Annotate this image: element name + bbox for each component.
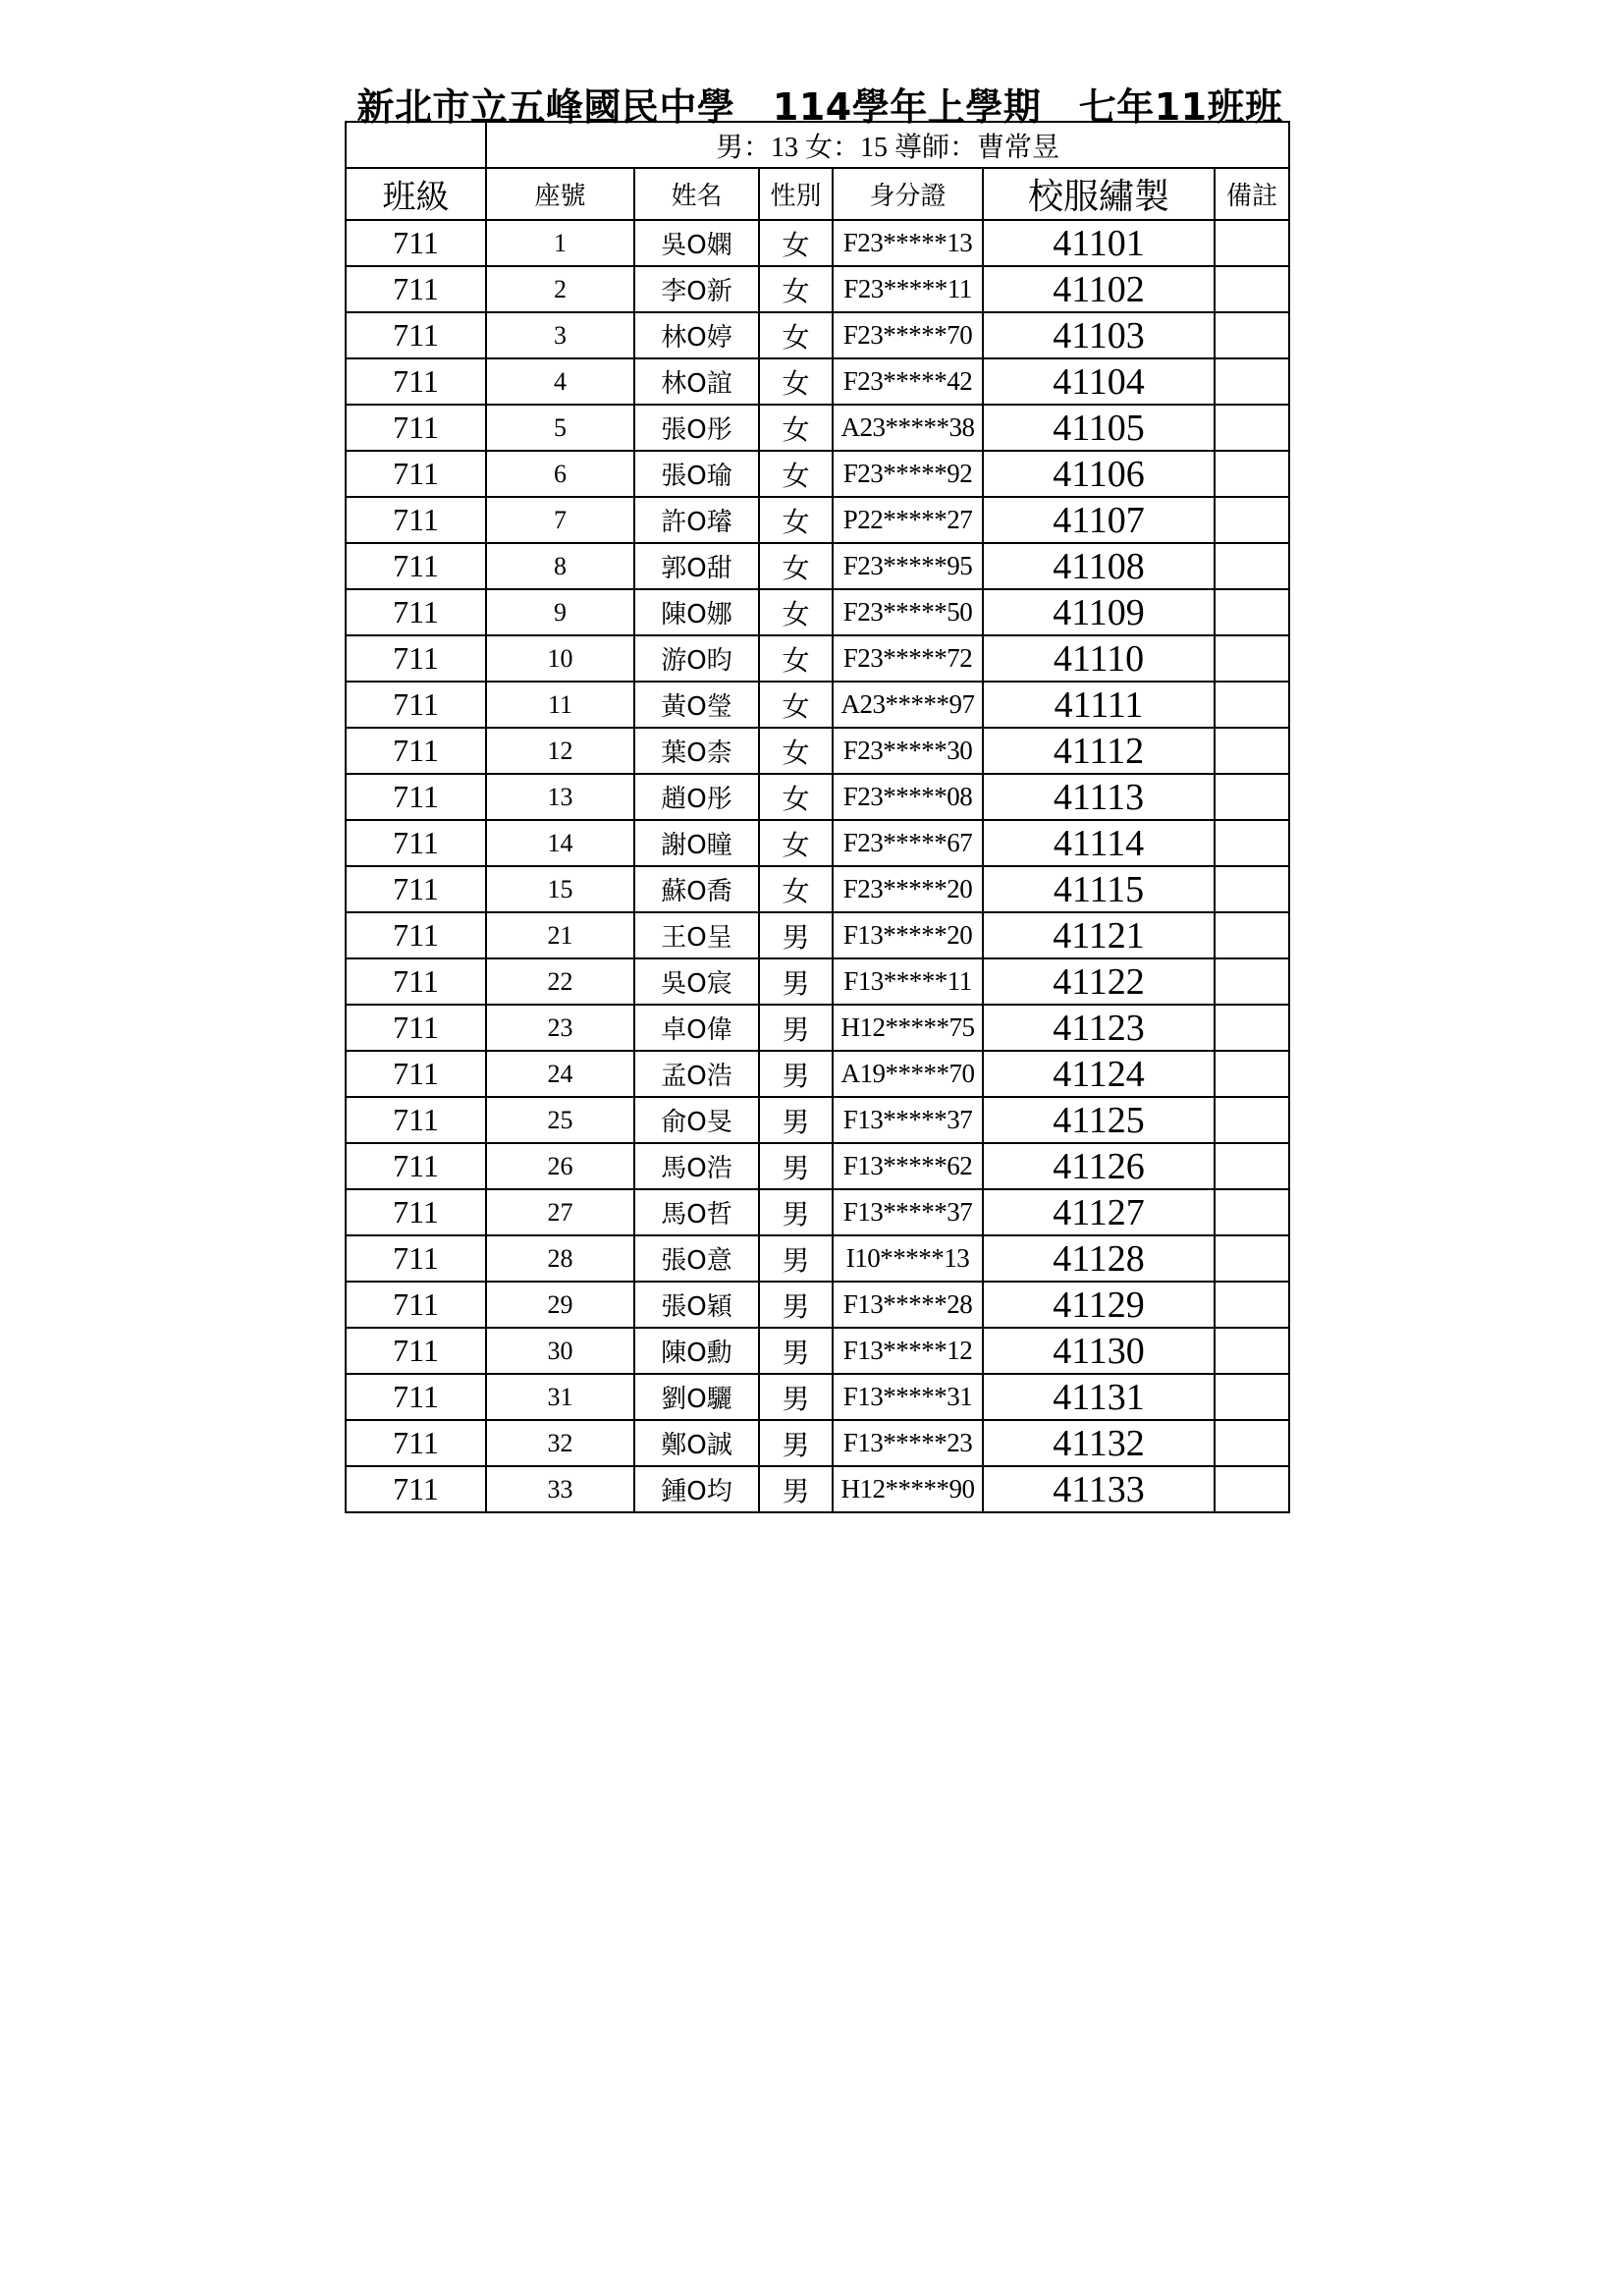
seat-cell: 9	[486, 589, 634, 635]
seat-cell: 22	[486, 958, 634, 1005]
name-cell: 王O呈	[634, 912, 759, 958]
gender-cell: 女	[759, 543, 833, 589]
id-cell: F13*****12	[833, 1328, 983, 1374]
table-row	[346, 1189, 1289, 1235]
seat-cell: 12	[486, 728, 634, 774]
name-cell: 許O璿	[634, 497, 759, 543]
class-cell: 711	[346, 1420, 486, 1466]
uniform-cell: 41126	[983, 1143, 1215, 1189]
info-blank-cell	[346, 122, 486, 168]
uniform-cell: 41111	[983, 682, 1215, 728]
uniform-cell: 41132	[983, 1420, 1215, 1466]
table-row	[346, 958, 1289, 1005]
table-row	[346, 312, 1289, 358]
class-cell: 711	[346, 358, 486, 405]
table-row	[346, 451, 1289, 497]
table-row	[346, 1005, 1289, 1051]
note-cell	[1215, 266, 1289, 312]
name-cell: 鍾O均	[634, 1466, 759, 1512]
note-cell	[1215, 1282, 1289, 1328]
class-cell: 711	[346, 312, 486, 358]
uniform-cell: 41107	[983, 497, 1215, 543]
gender-cell: 男	[759, 1282, 833, 1328]
seat-cell: 32	[486, 1420, 634, 1466]
class-cell: 711	[346, 543, 486, 589]
table-row	[346, 1374, 1289, 1420]
gender-cell: 女	[759, 866, 833, 912]
seat-cell: 26	[486, 1143, 634, 1189]
uniform-cell: 41103	[983, 312, 1215, 358]
seat-cell: 30	[486, 1328, 634, 1374]
note-cell	[1215, 1051, 1289, 1097]
table-row	[346, 1097, 1289, 1143]
table-row	[346, 635, 1289, 682]
gender-cell: 男	[759, 1466, 833, 1512]
class-cell: 711	[346, 1374, 486, 1420]
name-cell: 游O昀	[634, 635, 759, 682]
gender-cell: 女	[759, 451, 833, 497]
uniform-cell: 41101	[983, 220, 1215, 266]
name-cell: 鄭O誠	[634, 1420, 759, 1466]
class-cell: 711	[346, 958, 486, 1005]
note-cell	[1215, 358, 1289, 405]
note-cell	[1215, 1235, 1289, 1282]
seat-cell: 14	[486, 820, 634, 866]
gender-cell: 女	[759, 497, 833, 543]
uniform-cell: 41104	[983, 358, 1215, 405]
uniform-cell: 41112	[983, 728, 1215, 774]
class-cell: 711	[346, 635, 486, 682]
gender-cell: 女	[759, 774, 833, 820]
name-cell: 張O穎	[634, 1282, 759, 1328]
note-cell	[1215, 820, 1289, 866]
table-row	[346, 774, 1289, 820]
id-cell: F13*****37	[833, 1189, 983, 1235]
table-row	[346, 1235, 1289, 1282]
note-cell	[1215, 220, 1289, 266]
id-cell: F13*****20	[833, 912, 983, 958]
class-cell: 711	[346, 866, 486, 912]
note-cell	[1215, 1005, 1289, 1051]
uniform-cell: 41130	[983, 1328, 1215, 1374]
note-cell	[1215, 682, 1289, 728]
seat-cell: 15	[486, 866, 634, 912]
gender-cell: 男	[759, 912, 833, 958]
note-cell	[1215, 451, 1289, 497]
class-cell: 711	[346, 682, 486, 728]
gender-cell: 男	[759, 1143, 833, 1189]
note-cell	[1215, 1328, 1289, 1374]
note-cell	[1215, 497, 1289, 543]
name-cell: 謝O瞳	[634, 820, 759, 866]
id-cell: F23*****11	[833, 266, 983, 312]
class-cell: 711	[346, 405, 486, 451]
table-row	[346, 266, 1289, 312]
name-cell: 孟O浩	[634, 1051, 759, 1097]
note-cell	[1215, 1143, 1289, 1189]
id-cell: A23*****38	[833, 405, 983, 451]
note-cell	[1215, 728, 1289, 774]
gender-cell: 男	[759, 1420, 833, 1466]
note-cell	[1215, 1189, 1289, 1235]
uniform-cell: 41129	[983, 1282, 1215, 1328]
name-cell: 趙O彤	[634, 774, 759, 820]
gender-cell: 男	[759, 1005, 833, 1051]
name-cell: 陳O勳	[634, 1328, 759, 1374]
header-note: 備註	[1215, 168, 1289, 220]
header-row	[346, 168, 1289, 220]
class-cell: 711	[346, 912, 486, 958]
class-cell: 711	[346, 266, 486, 312]
id-cell: I10*****13	[833, 1235, 983, 1282]
note-cell	[1215, 405, 1289, 451]
header-name: 姓名	[634, 168, 759, 220]
name-cell: 馬O浩	[634, 1143, 759, 1189]
id-cell: F23*****20	[833, 866, 983, 912]
gender-cell: 男	[759, 1189, 833, 1235]
uniform-cell: 41124	[983, 1051, 1215, 1097]
uniform-cell: 41105	[983, 405, 1215, 451]
table-row	[346, 1143, 1289, 1189]
id-cell: F13*****31	[833, 1374, 983, 1420]
id-cell: F23*****30	[833, 728, 983, 774]
class-cell: 711	[346, 1328, 486, 1374]
name-cell: 劉O驪	[634, 1374, 759, 1420]
id-cell: H12*****75	[833, 1005, 983, 1051]
seat-cell: 25	[486, 1097, 634, 1143]
seat-cell: 21	[486, 912, 634, 958]
uniform-cell: 41114	[983, 820, 1215, 866]
class-cell: 711	[346, 1051, 486, 1097]
gender-cell: 女	[759, 220, 833, 266]
name-cell: 陳O娜	[634, 589, 759, 635]
id-cell: F23*****13	[833, 220, 983, 266]
name-cell: 黃O瑩	[634, 682, 759, 728]
class-cell: 711	[346, 1235, 486, 1282]
id-cell: F13*****62	[833, 1143, 983, 1189]
header-seat: 座號	[486, 168, 634, 220]
class-cell: 711	[346, 589, 486, 635]
header-id: 身分證	[833, 168, 983, 220]
id-cell: H12*****90	[833, 1466, 983, 1512]
info-row	[346, 122, 1289, 168]
note-cell	[1215, 1420, 1289, 1466]
id-cell: F23*****08	[833, 774, 983, 820]
class-roster-table	[345, 121, 1290, 1513]
name-cell: 張O彤	[634, 405, 759, 451]
name-cell: 葉O柰	[634, 728, 759, 774]
id-cell: F23*****72	[833, 635, 983, 682]
seat-cell: 24	[486, 1051, 634, 1097]
table-row	[346, 220, 1289, 266]
class-cell: 711	[346, 220, 486, 266]
gender-cell: 女	[759, 728, 833, 774]
class-cell: 711	[346, 1466, 486, 1512]
note-cell	[1215, 1097, 1289, 1143]
uniform-cell: 41110	[983, 635, 1215, 682]
seat-cell: 2	[486, 266, 634, 312]
name-cell: 李O新	[634, 266, 759, 312]
name-cell: 林O誼	[634, 358, 759, 405]
class-cell: 711	[346, 497, 486, 543]
table-row	[346, 728, 1289, 774]
class-cell: 711	[346, 451, 486, 497]
uniform-cell: 41106	[983, 451, 1215, 497]
note-cell	[1215, 1374, 1289, 1420]
class-cell: 711	[346, 1005, 486, 1051]
name-cell: 馬O哲	[634, 1189, 759, 1235]
uniform-cell: 41115	[983, 866, 1215, 912]
gender-cell: 女	[759, 589, 833, 635]
seat-cell: 23	[486, 1005, 634, 1051]
name-cell: 張O意	[634, 1235, 759, 1282]
id-cell: F23*****95	[833, 543, 983, 589]
seat-cell: 7	[486, 497, 634, 543]
seat-cell: 33	[486, 1466, 634, 1512]
id-cell: F13*****37	[833, 1097, 983, 1143]
name-cell: 張O瑜	[634, 451, 759, 497]
class-cell: 711	[346, 728, 486, 774]
header-uniform: 校服繡製	[983, 168, 1215, 220]
gender-cell: 男	[759, 1051, 833, 1097]
seat-cell: 27	[486, 1189, 634, 1235]
name-cell: 吳O嫻	[634, 220, 759, 266]
gender-cell: 男	[759, 1097, 833, 1143]
table-row	[346, 682, 1289, 728]
gender-cell: 女	[759, 635, 833, 682]
note-cell	[1215, 589, 1289, 635]
uniform-cell: 41113	[983, 774, 1215, 820]
table-row	[346, 543, 1289, 589]
class-cell: 711	[346, 774, 486, 820]
class-info: 男：13 女：15 導師：曹常昱	[486, 122, 1289, 168]
name-cell: 林O婷	[634, 312, 759, 358]
table-row	[346, 405, 1289, 451]
note-cell	[1215, 312, 1289, 358]
seat-cell: 11	[486, 682, 634, 728]
name-cell: 蘇O喬	[634, 866, 759, 912]
id-cell: A19*****70	[833, 1051, 983, 1097]
uniform-cell: 41102	[983, 266, 1215, 312]
id-cell: F23*****42	[833, 358, 983, 405]
uniform-cell: 41131	[983, 1374, 1215, 1420]
seat-cell: 31	[486, 1374, 634, 1420]
note-cell	[1215, 635, 1289, 682]
uniform-cell: 41127	[983, 1189, 1215, 1235]
seat-cell: 3	[486, 312, 634, 358]
id-cell: F13*****28	[833, 1282, 983, 1328]
uniform-cell: 41128	[983, 1235, 1215, 1282]
gender-cell: 男	[759, 1328, 833, 1374]
gender-cell: 男	[759, 1374, 833, 1420]
table-row	[346, 820, 1289, 866]
id-cell: F23*****50	[833, 589, 983, 635]
id-cell: F13*****23	[833, 1420, 983, 1466]
note-cell	[1215, 543, 1289, 589]
header-class: 班級	[346, 168, 486, 220]
class-cell: 711	[346, 1282, 486, 1328]
name-cell: 卓O偉	[634, 1005, 759, 1051]
name-cell: 吳O宸	[634, 958, 759, 1005]
uniform-cell: 41133	[983, 1466, 1215, 1512]
note-cell	[1215, 958, 1289, 1005]
table-row	[346, 1051, 1289, 1097]
table-row	[346, 1466, 1289, 1512]
table-row	[346, 497, 1289, 543]
class-cell: 711	[346, 1143, 486, 1189]
gender-cell: 女	[759, 682, 833, 728]
id-cell: A23*****97	[833, 682, 983, 728]
id-cell: F13*****11	[833, 958, 983, 1005]
gender-cell: 女	[759, 405, 833, 451]
table-row	[346, 358, 1289, 405]
class-cell: 711	[346, 820, 486, 866]
table-row	[346, 866, 1289, 912]
gender-cell: 女	[759, 312, 833, 358]
seat-cell: 6	[486, 451, 634, 497]
class-cell: 711	[346, 1097, 486, 1143]
uniform-cell: 41121	[983, 912, 1215, 958]
class-cell: 711	[346, 1189, 486, 1235]
uniform-cell: 41123	[983, 1005, 1215, 1051]
note-cell	[1215, 1466, 1289, 1512]
uniform-cell: 41125	[983, 1097, 1215, 1143]
id-cell: F23*****92	[833, 451, 983, 497]
gender-cell: 女	[759, 358, 833, 405]
seat-cell: 8	[486, 543, 634, 589]
header-gender: 性別	[759, 168, 833, 220]
uniform-cell: 41109	[983, 589, 1215, 635]
table-row	[346, 589, 1289, 635]
page-title: 新北市立五峰國民中學 114學年上學期 七年11班班	[356, 85, 1283, 129]
seat-cell: 10	[486, 635, 634, 682]
table-row	[346, 1282, 1289, 1328]
table-row	[346, 1420, 1289, 1466]
seat-cell: 28	[486, 1235, 634, 1282]
seat-cell: 5	[486, 405, 634, 451]
gender-cell: 女	[759, 820, 833, 866]
name-cell: 俞O旻	[634, 1097, 759, 1143]
note-cell	[1215, 774, 1289, 820]
id-cell: F23*****67	[833, 820, 983, 866]
gender-cell: 女	[759, 266, 833, 312]
id-cell: P22*****27	[833, 497, 983, 543]
name-cell: 郭O甜	[634, 543, 759, 589]
seat-cell: 1	[486, 220, 634, 266]
seat-cell: 13	[486, 774, 634, 820]
seat-cell: 29	[486, 1282, 634, 1328]
seat-cell: 4	[486, 358, 634, 405]
uniform-cell: 41108	[983, 543, 1215, 589]
gender-cell: 男	[759, 958, 833, 1005]
note-cell	[1215, 866, 1289, 912]
note-cell	[1215, 912, 1289, 958]
id-cell: F23*****70	[833, 312, 983, 358]
table-row	[346, 1328, 1289, 1374]
table-row	[346, 912, 1289, 958]
uniform-cell: 41122	[983, 958, 1215, 1005]
gender-cell: 男	[759, 1235, 833, 1282]
